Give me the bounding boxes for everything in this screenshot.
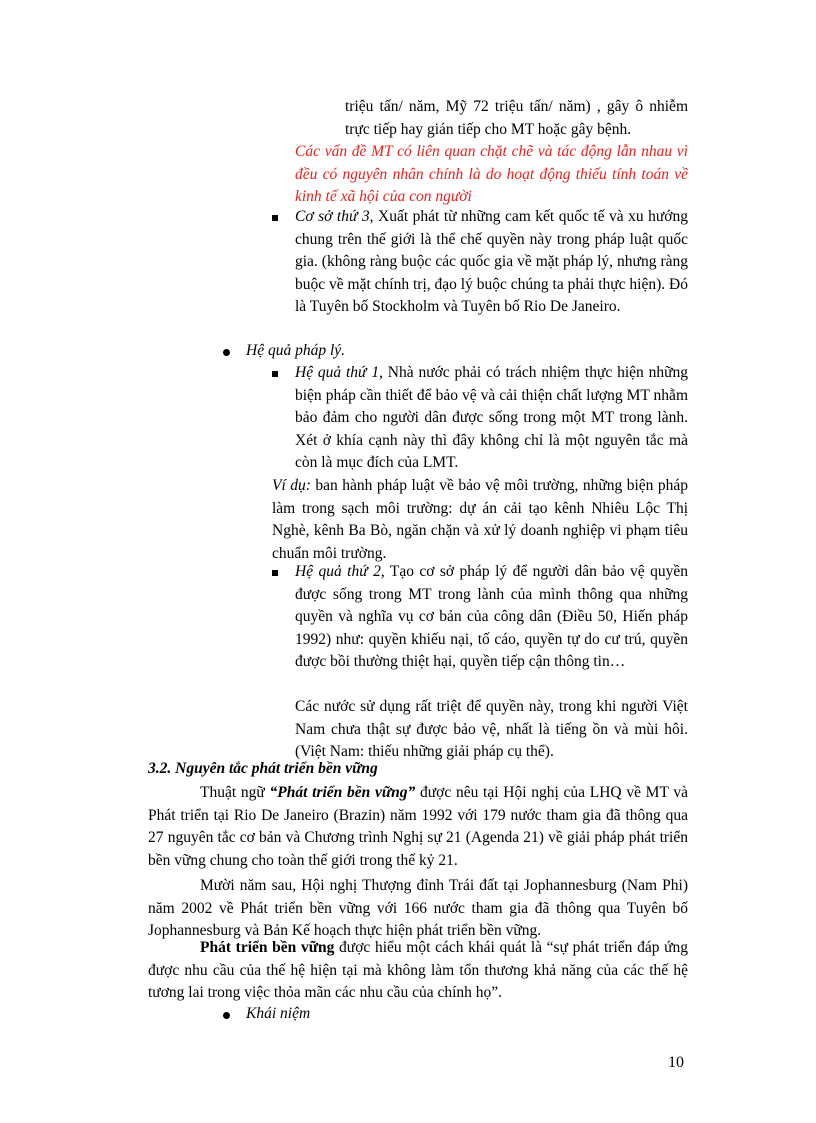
red-note: Các vấn đề MT có liên quan chặt chẽ và tác động lẫn nhau vì đều có nguyên nhân chính là do hoạt động thiếu tính toán về kinh tế xã hội của con người: [295, 143, 688, 206]
para3-post: được hiểu một cách khái quát là “sự phát triển đáp ứng được nhu cầu của thế hệ hiện tại mà không làm tổn thương khả năng của các thế hệ tương lai trong việc thỏa mãn các nhu cầu của chính họ”.: [148, 939, 689, 1002]
khai-niem-item: Khái niệm: [246, 1005, 311, 1022]
page-number: 10: [668, 1054, 684, 1071]
square-bullet-icon: [272, 215, 278, 221]
square-bullet-icon: [272, 570, 278, 576]
he-qua-2-label: Hệ quả thứ 2: [295, 563, 381, 580]
para1-post: được nêu tại Hội nghị của LHQ về MT và Phát triển tại Rio De Janeiro (Brazin) năm 1992 với 179 nước tham gia đã thông qua 27 nguyên tắc cơ bản và Chương trình Nghị sự 21 (Agenda 21) về giải pháp phát triển bền vững chung cho toàn thế giới trong thế kỷ 21.: [148, 784, 689, 869]
he-qua-1-text: , Nhà nước phải có trách nhiệm thực hiện những biện pháp cần thiết để bảo vệ và cải thiện chất lượng MT nhằm bảo đảm cho người dân được sống trong một MT trong lành. Xét ở khía cạnh này thì đây không chỉ là một nguyên tắc mà còn là mục đích của LMT.: [295, 364, 688, 472]
paragraph-2: Mười năm sau, Hội nghị Thượng đỉnh Trái đất tại Jophannesburg (Nam Phi) năm 2002 về Phát triển bền vững với 166 nước tham gia đã thông qua Tuyên bố Jophannesburg và Bản Kế hoạch thực hiện phát triển bền vững.: [148, 877, 688, 940]
cac-nuoc-paragraph: Các nước sử dụng rất triệt để quyền này, trong khi người Việt Nam chưa thật sự được bảo vệ, nhất là tiếng ồn và mùi hôi. (Việt Nam: thiếu những giải pháp cụ thể).: [295, 698, 688, 761]
para1-pre: Thuật ngữ: [200, 784, 270, 801]
he-qua-1-label: Hệ quả thứ 1: [295, 364, 380, 381]
para1-term: “Phát triển bền vững”: [269, 784, 416, 801]
vi-du-paragraph: [272, 475, 688, 565]
square-bullet-icon: [272, 371, 278, 377]
co-so-3-label: Cơ sở thứ 3: [295, 208, 370, 225]
co-so-thu-3: [295, 206, 688, 319]
continuation-text: triệu tấn/ năm, Mỹ 72 triệu tấn/ năm) , gây ô nhiễm trực tiếp hay gián tiếp cho MT hoặc gây bệnh.: [345, 98, 688, 138]
paragraph-3: [148, 937, 688, 1005]
vi-du-label: Ví dụ:: [272, 477, 311, 494]
he-qua-2-text: , Tạo cơ sở pháp lý để người dân bảo vệ quyền được sống trong MT trong lành của mình thông qua những quyền và nghĩa vụ cơ bản của công dân (Điều 50, Hiến pháp 1992) như: quyền khiếu nại, tố cáo, quyền tự do cư trú, quyền được bồi thường thiệt hại, quyền tiếp cận thông tin…: [295, 563, 688, 671]
paragraph-1: [148, 782, 688, 872]
co-so-3-text: , Xuất phát từ những cam kết quốc tế và xu hướng chung trên thế giới là thể chế quyền này trong pháp luật quốc gia. (không ràng buộc các quốc gia về mặt pháp lý, nhưng ràng buộc về mặt chính trị, đạo lý buộc chúng ta phải thực hiện). Đó là Tuyên bố Stockholm và Tuyên bố Rio De Janeiro.: [295, 208, 688, 316]
he-qua-phap-ly-heading: Hệ quả pháp lý.: [246, 342, 346, 359]
he-qua-thu-2: [295, 561, 688, 674]
vi-du-text: ban hành pháp luật về bảo vệ môi trường, những biện pháp làm trong sạch môi trường: dự án cải tạo kênh Nhiêu Lộc Thị Nghè, kênh Ba Bò, ngăn chặn và xử lý doanh nghiệp vi phạm tiêu chuẩn môi trường.: [272, 477, 688, 562]
he-qua-thu-1: [295, 362, 688, 475]
section-heading: 3.2. Nguyên tắc phát triển bền vững: [148, 760, 378, 777]
round-bullet-icon: [223, 1012, 230, 1019]
round-bullet-icon: [223, 349, 230, 356]
para3-term: Phát triển bền vững: [200, 939, 335, 956]
